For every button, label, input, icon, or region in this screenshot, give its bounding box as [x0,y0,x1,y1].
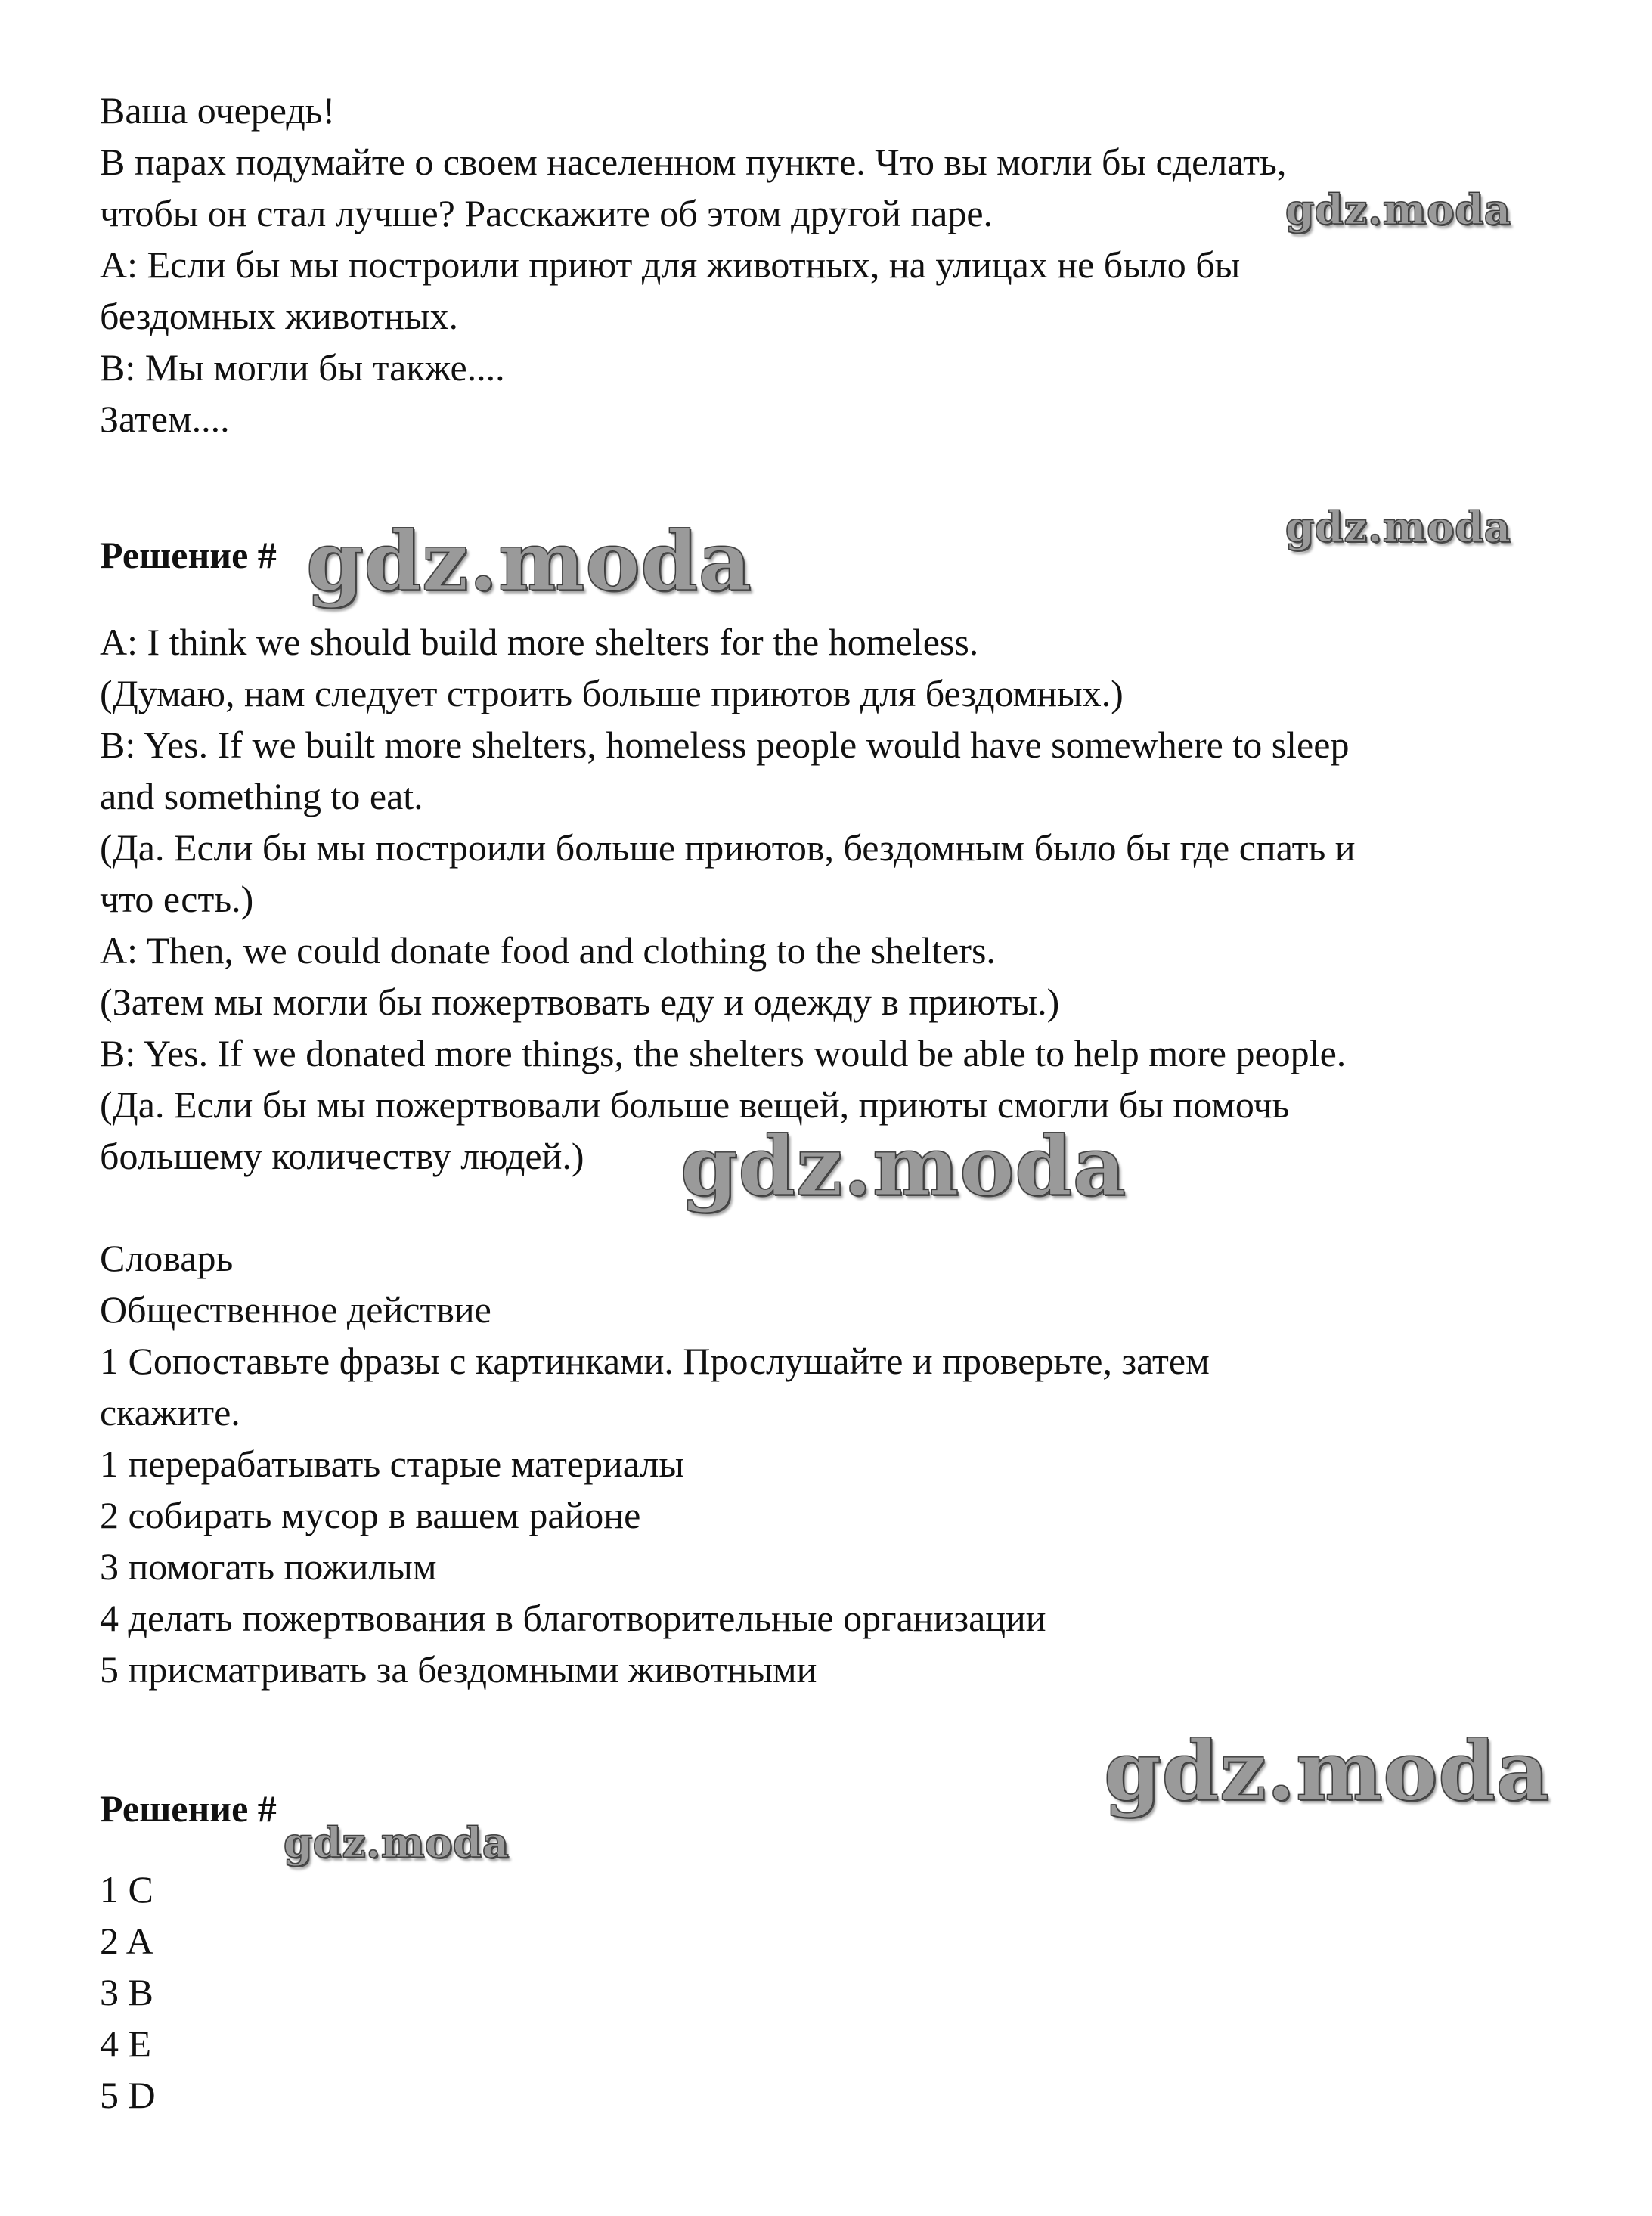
task-text-line: чтобы он стал лучше? Расскажите об этом другой паре. [100,192,993,234]
answer-item: 5 D [100,2074,156,2116]
solution-line: B: Yes. If we donated more things, the shelters would be able to help more people. [100,1032,1347,1074]
task-title: Ваша очередь! [100,89,336,132]
answer-item: 1 C [100,1868,153,1911]
vocabulary-instruction: скажите. [100,1391,240,1433]
solution-line: B: Yes. If we built more shelters, homeless people would have somewhere to sleep [100,724,1350,766]
vocabulary-item: 4 делать пожертвования в благотворительные организации [100,1597,1046,1639]
solution-heading: Решение # [100,534,277,576]
vocabulary-item: 2 собирать мусор в вашем районе [100,1494,641,1536]
solution-line: (Затем мы могли бы пожертвовать еду и одежду в приюты.) [100,981,1060,1023]
watermark: gdz.moda [680,1119,1127,1214]
task-text-line: B: Мы могли бы также.... [100,346,505,389]
vocabulary-item: 5 присматривать за бездомными животными [100,1648,817,1691]
task-text-line: A: Если бы мы построили приют для животных, на улицах не было бы [100,243,1241,286]
vocabulary-instruction: 1 Сопоставьте фразы с картинками. Прослушайте и проверьте, затем [100,1340,1210,1382]
watermark: gdz.moda [1104,1724,1550,1819]
solution-line: (Думаю, нам следует строить больше приютов для бездомных.) [100,672,1124,714]
task-text-line: бездомных животных. [100,295,459,337]
vocabulary-subtitle: Общественное действие [100,1288,491,1331]
task-text-line: В парах подумайте о своем населенном пункте. Что вы могли бы сделать, [100,141,1287,183]
vocabulary-item: 3 помогать пожилым [100,1545,437,1588]
task-text-line: Затем.... [100,398,230,440]
solution-line: (Да. Если бы мы построили больше приютов, бездомным было бы где спать и [100,826,1356,869]
solution-line: and something to eat. [100,775,423,817]
watermark: gdz.moda [284,1818,510,1867]
solution-heading: Решение # [100,1787,277,1830]
watermark: gdz.moda [1285,503,1511,551]
answer-item: 4 E [100,2022,152,2065]
answer-item: 3 B [100,1971,153,2013]
watermark: gdz.moda [1285,185,1511,234]
answer-item: 2 A [100,1920,153,1962]
solution-line: что есть.) [100,878,254,920]
solution-line: большему количеству людей.) [100,1135,584,1177]
vocabulary-item: 1 перерабатывать старые материалы [100,1443,684,1485]
solution-line: A: Then, we could donate food and clothing to the shelters. [100,929,996,972]
watermark: gdz.moda [306,514,752,609]
solution-line: (Да. Если бы мы пожертвовали больше вещей, приюты смогли бы помочь [100,1083,1290,1126]
solution-line: A: I think we should build more shelters for the homeless. [100,621,979,663]
vocabulary-title: Словарь [100,1237,234,1279]
